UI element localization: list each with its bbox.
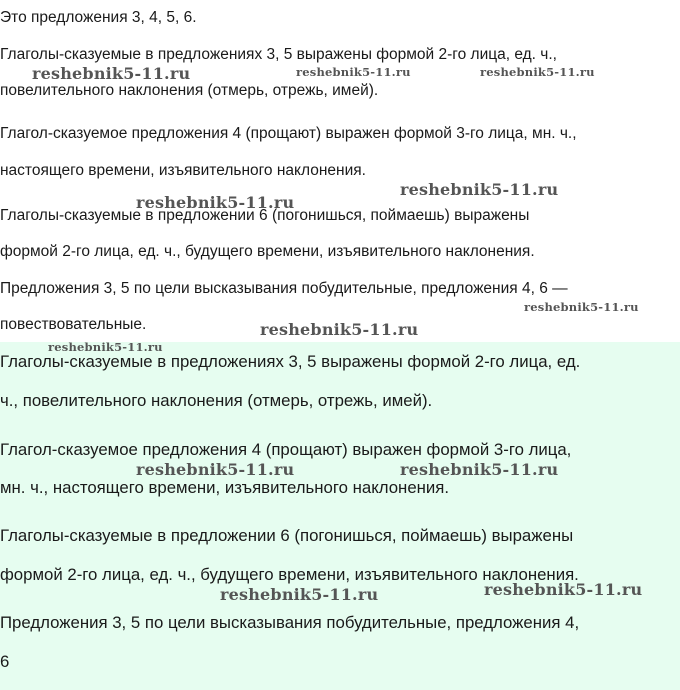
watermark: reshebnik5-11.ru — [136, 460, 295, 479]
watermark: reshebnik5-11.ru — [32, 64, 191, 83]
watermark: reshebnik5-11.ru — [524, 300, 639, 314]
text-line: повелительного наклонения (отмерь, отрежь, имей). — [0, 82, 379, 99]
text-line: 6 — [0, 652, 10, 671]
text-line: Глаголы-сказуемые в предложении 6 (погонишься, поймаешь) выражены — [0, 526, 574, 545]
watermark: reshebnik5-11.ru — [136, 193, 295, 212]
text-line: повествовательные. — [0, 316, 147, 333]
text-line: Глаголы-сказуемые в предложении 6 (погонишься, поймаешь) выражены — [0, 207, 530, 224]
text-line: формой 2-го лица, ед. ч., будущего времени, изъявительного наклонения. — [0, 565, 579, 584]
text-line: Это предложения 3, 4, 5, 6. — [0, 9, 197, 26]
text-line: ч., повелительного наклонения (отмерь, отрежь, имей). — [0, 391, 433, 410]
text-line: формой 2-го лица, ед. ч., будущего времени, изъявительного наклонения. — [0, 243, 535, 260]
watermark: reshebnik5-11.ru — [484, 580, 643, 599]
answer-text-plain — [0, 0, 680, 342]
watermark: reshebnik5-11.ru — [400, 460, 559, 479]
text-line: Глагол-сказуемое предложения 4 (прощают) выражен формой 3-го лица, мн. ч., — [0, 125, 577, 142]
text-line: Глагол-сказуемое предложения 4 (прощают) выражен формой 3-го лица, — [0, 440, 572, 459]
text-line: Глаголы-сказуемые в предложениях 3, 5 выражены формой 2-го лица, ед. — [0, 352, 581, 371]
text-line: настоящего времени, изъявительного наклонения. — [0, 162, 366, 179]
watermark: reshebnik5-11.ru — [220, 585, 379, 604]
text-line: Глаголы-сказуемые в предложениях 3, 5 выражены формой 2-го лица, ед. ч., — [0, 46, 557, 63]
text-line: Предложения 3, 5 по цели высказывания побудительные, предложения 4, — [0, 613, 580, 632]
watermark: reshebnik5-11.ru — [400, 180, 559, 199]
watermark: reshebnik5-11.ru — [260, 320, 419, 339]
text-line: Предложения 3, 5 по цели высказывания побудительные, предложения 4, 6 — — [0, 280, 568, 297]
watermark: reshebnik5-11.ru — [480, 65, 595, 79]
watermark: reshebnik5-11.ru — [48, 340, 163, 354]
watermark: reshebnik5-11.ru — [296, 65, 411, 79]
answer-text-highlighted — [0, 342, 680, 690]
text-line: мн. ч., настоящего времени, изъявительного наклонения. — [0, 478, 450, 497]
